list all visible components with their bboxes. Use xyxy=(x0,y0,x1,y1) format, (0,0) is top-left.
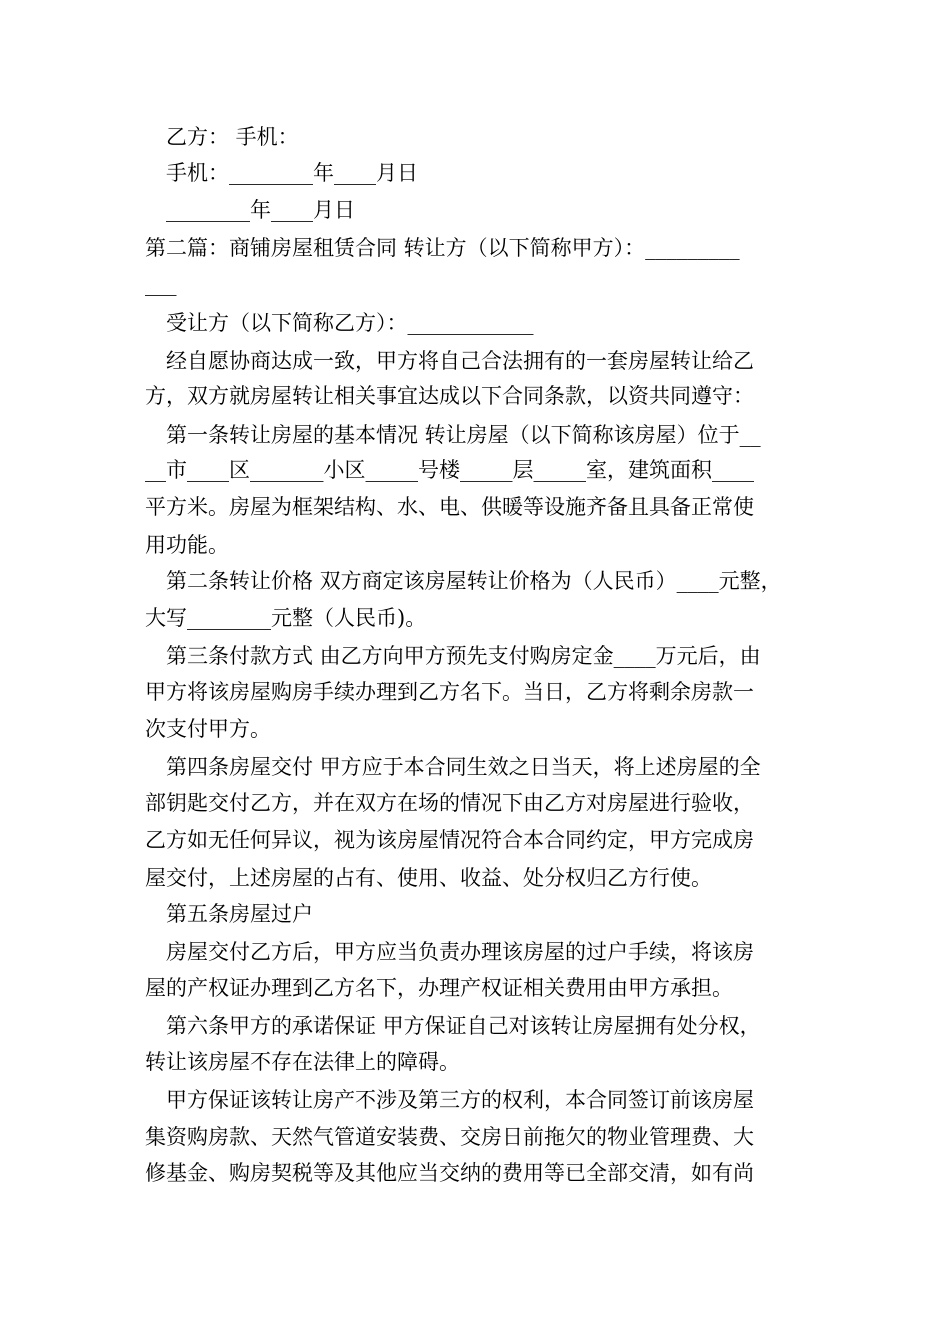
text-line: 平方米。房屋为框架结构、水、电、供暖等设施齐备且具备正常使 xyxy=(145,495,754,519)
text-line: __市____区_______小区_____号楼_____层_____室，建筑面积____ xyxy=(145,458,754,482)
text-line: 第三条付款方式 由乙方向甲方预先支付购房定金____万元后，由 xyxy=(166,644,761,668)
text-line: 修基金、购房契税等及其他应当交纳的费用等已全部交清，如有尚 xyxy=(145,1161,754,1185)
text-line: 部钥匙交付乙方，并在双方在场的情况下由乙方对房屋进行验收， xyxy=(145,791,754,815)
text-line: 手机：________年____月日 xyxy=(166,161,418,185)
text-line: 大写________元整（人民币)。 xyxy=(145,606,427,630)
text-line: 乙方如无任何异议，视为该房屋情况符合本合同约定，甲方完成房 xyxy=(145,828,754,852)
text-line: ________年____月日 xyxy=(166,198,355,222)
text-line: 用功能。 xyxy=(145,533,229,557)
text-line: 转让该房屋不存在法律上的障碍。 xyxy=(145,1050,460,1074)
text-line: 屋的产权证办理到乙方名下，办理产权证相关费用由甲方承担。 xyxy=(145,976,733,1000)
text-line: 甲方保证该转让房产不涉及第三方的权利，本合同签订前该房屋 xyxy=(166,1088,754,1112)
text-line: 第六条甲方的承诺保证 甲方保证自己对该转让房屋拥有处分权， xyxy=(166,1014,761,1038)
text-line: 集资购房款、天然气管道安装费、交房日前拖欠的物业管理费、大 xyxy=(145,1125,754,1149)
text-line: 方，双方就房屋转让相关事宜达成以下合同条款，以资共同遵守： xyxy=(145,384,754,408)
text-line: 第二篇：商铺房屋租赁合同 转让方（以下简称甲方）：_________ xyxy=(145,236,740,260)
text-line: 第四条房屋交付 甲方应于本合同生效之日当天，将上述房屋的全 xyxy=(166,755,761,779)
text-line: 甲方将该房屋购房手续办理到乙方名下。当日，乙方将剩余房款一 xyxy=(145,680,754,704)
text-line: 次支付甲方。 xyxy=(145,717,271,741)
text-line: ___ xyxy=(145,272,177,296)
text-line: 乙方： 手机： xyxy=(166,125,299,149)
text-line: 房屋交付乙方后，甲方应当负责办理该房屋的过户手续，将该房 xyxy=(166,940,754,964)
text-line: 第二条转让价格 双方商定该房屋转让价格为（人民币）____元整， xyxy=(166,569,782,593)
text-line: 受让方（以下简称乙方）：____________ xyxy=(166,311,534,335)
text-line: 第五条房屋过户 xyxy=(166,902,313,926)
text-line: 第一条转让房屋的基本情况 转让房屋（以下简称该房屋）位于__ xyxy=(166,423,761,447)
text-line: 屋交付，上述房屋的占有、使用、收益、处分权归乙方行使。 xyxy=(145,866,712,890)
text-line: 经自愿协商达成一致，甲方将自己合法拥有的一套房屋转让给乙 xyxy=(166,349,754,373)
